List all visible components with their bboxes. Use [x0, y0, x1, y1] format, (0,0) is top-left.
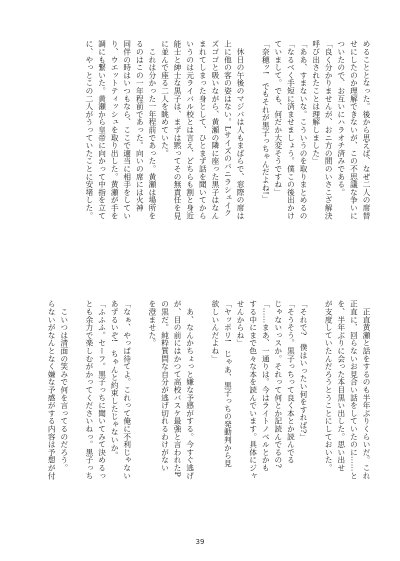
text-line: に、やっとこの二人がうっていたことに安堵した。	[84, 40, 94, 220]
text-line: を、半年ぶりに会った本目黒い出した。思い出せ	[336, 300, 346, 472]
text-line: せにしたのか理解できないが、この不思議な争いに	[349, 40, 359, 220]
text-line: する中にまで色々な本を読んでいます。具体にジャ	[248, 300, 258, 480]
text-line: こいつは清面の笑みで何を言ってるのだろう。	[59, 300, 69, 472]
text-line: 「ああ、すまないな。こういうのを取りまとめるの	[299, 40, 309, 220]
text-line: り、ウエットティッシュを取り出した。黄瀬が手を	[110, 40, 120, 220]
text-line: 「ふふふ。セーフ。黒子っちに聞いてみて決めるっ	[97, 300, 107, 480]
text-line: まれてしまった身として、ひとまず話を聞いてから	[198, 40, 208, 220]
text-line: 「それで? 僕はいったい何をすれば?」	[299, 300, 309, 442]
text-line: 休日の午後のマジバは人もまばらで、窓際の席は	[236, 40, 246, 220]
text-line: るのはこの一年程前であった。向いの席には火神	[135, 40, 145, 212]
text-line	[246, 40, 259, 278]
text-line: 「ヤッポリ! じゃあ、黒子っちの発動判から見	[223, 300, 233, 468]
text-line: らないがなんとなく嫌な予感がする内容は予想が付	[47, 300, 57, 480]
page-number: 39	[195, 538, 205, 546]
text-line: 呼び出されたことは理解しました」	[311, 40, 321, 165]
bottom-text-block	[30, 300, 372, 532]
text-line: の黒だ。純粋質問な自分が逃げ切れるわけがない	[160, 300, 170, 472]
text-line: 正直黄瀬と話をするのも半年ぶりくらいだ。これ	[362, 300, 371, 480]
text-line: めることとなった。後から思えば、なぜ二人の席替	[362, 40, 371, 220]
text-line	[133, 300, 146, 532]
text-line: 「そうそう。黒子っちって良く本とか読んでる	[286, 300, 296, 464]
text-line: に並んで座る二人を眺めていた。	[160, 40, 170, 157]
text-line	[309, 300, 322, 532]
text-line: 「奈穂ッ! でもそれが黒子っちゃんだよね!」	[261, 40, 271, 203]
text-line: ていまして。でも、何だか大変そうですね」	[273, 40, 283, 196]
text-line: を澄ませた。	[147, 300, 157, 347]
text-line: 「なぁ、やっぱ待てよ。これって俺に不利じゃない	[122, 300, 132, 480]
text-line: 調にも繋いた。黄瀬から皇帝に向かって中指を立て	[97, 40, 107, 220]
text-line: 欲しいんだよね」	[210, 300, 220, 363]
text-line: とも余力で楽しむがかってくださいねっ。黒子っち	[84, 300, 94, 480]
text-line: 同伴の時はいつもなら、ここで適当に相手をしてい	[122, 40, 132, 220]
text-line: 能士と紳士な黒子は、まずは黙ってその無責任を見	[173, 40, 183, 220]
text-line: 上に他の客の姿はない。Lサイズのバニラシェイク	[223, 40, 233, 217]
text-line: 「良く分かりませんが、おニ方の間のいさこざ解決	[324, 40, 334, 220]
top-text-block	[30, 40, 372, 278]
text-line: あ、なんかちょっと嫌な予感がする。今すぐ逃げ	[185, 300, 195, 480]
text-line: 正直に、回らないお見合い話をしていたのに……と	[349, 300, 359, 480]
text-line: いうのは元ライバル校とは言え、どちらも割と身近	[185, 40, 195, 220]
text-line	[70, 300, 83, 532]
text-line: 「……まあ、一通りは。今はライトノベルとかも	[261, 300, 271, 472]
text-line: ズゴゴと吸いながら、黄瀬の隣に座った黒子はなん	[210, 40, 220, 220]
text-line: が、目の前にはかつて高校バスケ最強と言われたP	[173, 300, 183, 477]
text-line: あずるいぞ! ちゃんと約束したじゃないか。	[110, 300, 120, 460]
text-line: せんからね」	[236, 300, 246, 347]
text-line: 「なるべく手短に済ませましょう。僕この後出かけ	[286, 40, 296, 220]
text-line	[196, 300, 209, 532]
text-line: が支度していたんだろうとうことにしておいた。	[324, 300, 334, 472]
text-line: じゃないっスか。それって何とか記読んでるの?	[273, 300, 283, 469]
text-line: これは分かった一年程前であった。黄瀬は場所を	[147, 40, 157, 220]
text-line: ついたので、お互いにハラオチ済みである。	[336, 40, 346, 196]
